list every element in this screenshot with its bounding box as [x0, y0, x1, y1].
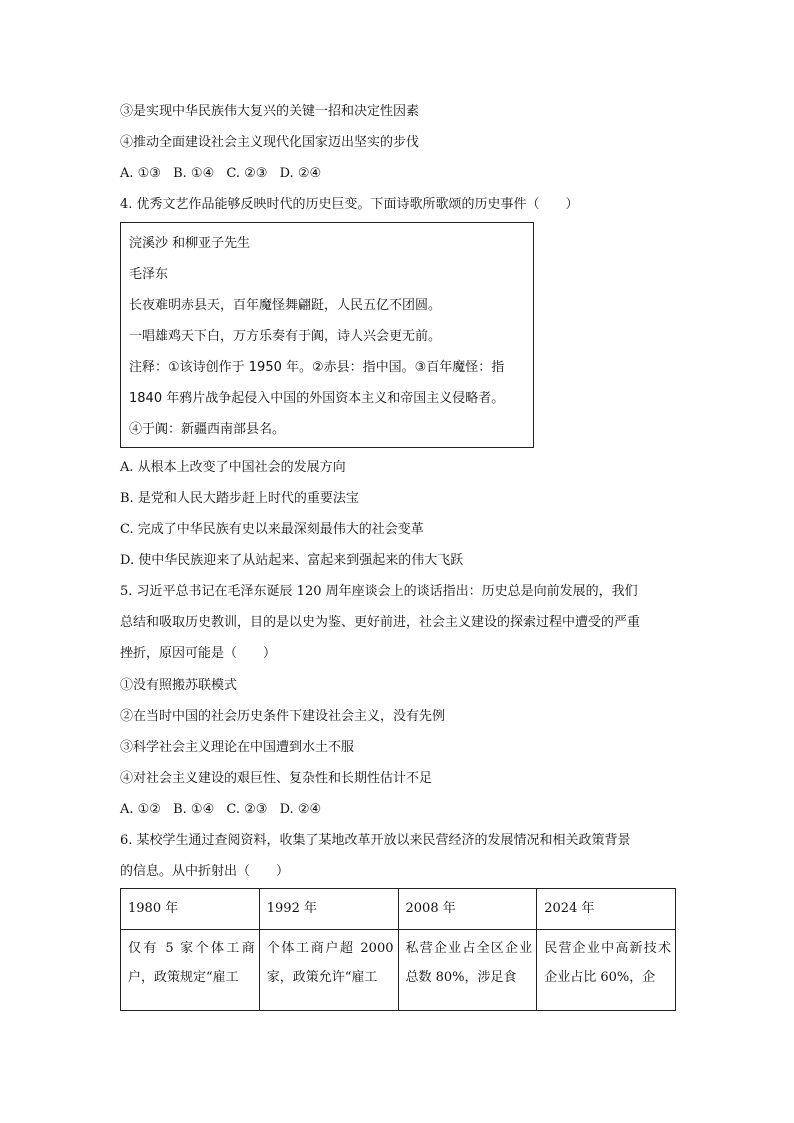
- q6-table: [120, 888, 676, 1011]
- q5-item-3: ③科学社会主义理论在中国遭到水土不服: [120, 740, 355, 755]
- poem-line-2: 一唱雄鸡天下白，万方乐奏有于阗，诗人兴会更无前。: [129, 329, 442, 344]
- q4-stem: 4. 优秀文艺作品能够反映时代的历史巨变。下面诗歌所歌颂的历史事件（ ）: [120, 197, 579, 212]
- q3-option-a[interactable]: A. ①③: [120, 166, 161, 181]
- q5-stem-line-3: 挫折，原因可能是（ ）: [120, 646, 277, 661]
- q4-option-d[interactable]: D. 使中华民族迎来了从站起来、富起来到强起来的伟大飞跃: [120, 553, 464, 568]
- q5-options: [120, 801, 329, 819]
- poem-note-2: 1840 年鸦片战争起侵入中国的外国资本主义和帝国主义侵略者。: [129, 391, 505, 406]
- q3-options: [120, 165, 329, 183]
- q4-option-c[interactable]: C. 完成了中华民族有史以来最深刻最伟大的社会变革: [120, 522, 424, 537]
- q6-stem-line-2: 的信息。从中折射出（ ）: [120, 864, 290, 879]
- table-cell: 私营企业占全区企业总数 80%，涉足食: [398, 930, 537, 1011]
- q5-stem-line-1: 5. 习近平总书记在毛泽东诞辰 120 周年座谈会上的谈话指出：历史总是向前发展的，我们: [120, 584, 638, 599]
- table-cell: 个体工商户超 2000 家，政策允许“雇工: [259, 930, 398, 1011]
- q3-option-d[interactable]: D. ②④: [279, 166, 322, 181]
- q5-item-1: ①没有照搬苏联模式: [120, 678, 238, 693]
- q5-option-d[interactable]: D. ②④: [279, 802, 322, 817]
- table-header-cell: 1992 年: [259, 889, 398, 930]
- table-cell: 民营企业中高新技术企业占比 60%，企: [537, 930, 676, 1011]
- q3-item-4: ④推动全面建设社会主义现代化国家迈出坚实的步伐: [120, 135, 420, 150]
- q3-option-c[interactable]: C. ②③: [226, 166, 268, 181]
- q4-option-b[interactable]: B. 是党和人民大踏步赶上时代的重要法宝: [120, 491, 359, 506]
- q4-option-a[interactable]: A. 从根本上改变了中国社会的发展方向: [120, 460, 346, 475]
- q3-item-3: ③是实现中华民族伟大复兴的关键一招和决定性因素: [120, 104, 420, 119]
- poem-note-1: 注释：①该诗创作于 1950 年。②赤县：指中国。③百年魔怪：指: [129, 360, 505, 375]
- table-header-cell: 2024 年: [537, 889, 676, 930]
- q5-option-c[interactable]: C. ②③: [226, 802, 268, 817]
- q5-option-b[interactable]: B. ①④: [173, 802, 215, 817]
- q5-stem-line-2: 总结和吸取历史教训，目的是以史为鉴、更好前进，社会主义建设的探索过程中遭受的严重: [120, 615, 641, 630]
- table-cell: 仅有 5 家个体工商户，政策规定“雇工: [121, 930, 260, 1011]
- q5-item-4: ④对社会主义建设的艰巨性、复杂性和长期性估计不足: [120, 771, 433, 786]
- table-header-cell: 1980 年: [121, 889, 260, 930]
- poem-title: 浣溪沙 和柳亚子先生: [129, 236, 251, 251]
- table-header-row: [121, 889, 676, 930]
- poem-line-1: 长夜难明赤县天，百年魔怪舞翩跹，人民五亿不团圆。: [129, 298, 442, 313]
- q5-option-a[interactable]: A. ①②: [120, 802, 161, 817]
- q5-item-2: ②在当时中国的社会历史条件下建设社会主义，没有先例: [120, 709, 446, 724]
- q3-option-b[interactable]: B. ①④: [173, 166, 215, 181]
- poem-box: [120, 222, 534, 448]
- table-row: [121, 930, 676, 1011]
- poem-note-3: ④于阗：新疆西南部县名。: [129, 422, 286, 437]
- q6-stem-line-1: 6. 某校学生通过查阅资料，收集了某地改革开放以来民营经济的发展情况和相关政策背景: [120, 833, 631, 848]
- poem-author: 毛泽东: [129, 267, 169, 282]
- table-header-cell: 2008 年: [398, 889, 537, 930]
